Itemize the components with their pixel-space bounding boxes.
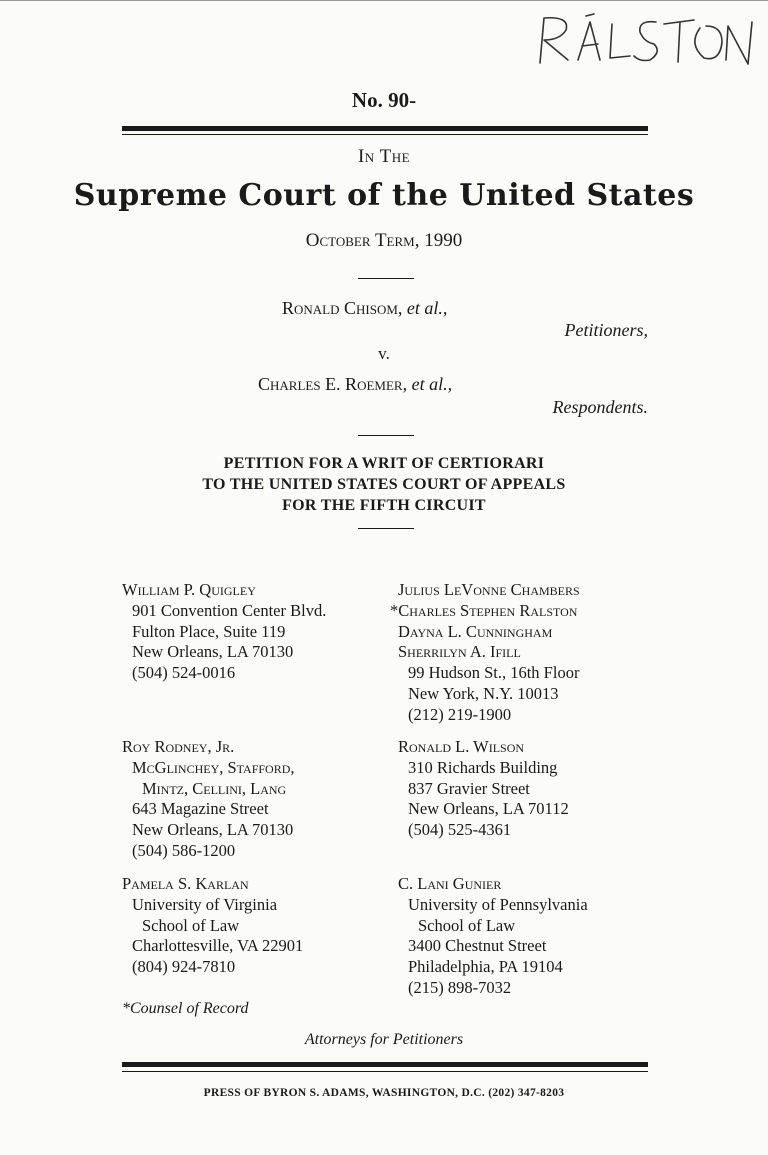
counsel-firm-line: Mintz, Cellini, Lang (142, 778, 287, 798)
counsel-name: Julius LeVonne Chambers (398, 580, 580, 599)
counsel-of-record-note: *Counsel of Record (122, 1000, 249, 1017)
attorneys-for-petitioners: Attorneys for Petitioners (304, 1031, 464, 1048)
counsel-address-line: School of Law (418, 915, 516, 935)
petition-title-line: PETITION FOR A WRIT OF CERTIORARI (223, 455, 545, 472)
footer-rule-thin (122, 1071, 648, 1072)
case-number: No. 90- (351, 88, 417, 112)
counsel-block-rodney (122, 737, 295, 862)
petitioner-line (282, 298, 447, 319)
versus: v. (378, 344, 390, 363)
counsel-address-line: New Orleans, LA 70112 (408, 799, 569, 819)
counsel-phone: (804) 924-7810 (132, 957, 236, 977)
counsel-address-line: 99 Hudson St., 16th Floor (408, 663, 580, 683)
header-rule-thin (122, 134, 648, 135)
counsel-address-line: New Orleans, LA 70130 (132, 642, 294, 662)
respondent-etal: et al., (411, 374, 453, 394)
counsel-address-line: School of Law (142, 915, 240, 935)
counsel-address-line: New Orleans, LA 70130 (132, 820, 294, 840)
court-intro: In The (357, 146, 411, 167)
respondent-line (258, 374, 452, 395)
respondent-name: Charles E. Roemer, (258, 374, 408, 394)
petitioner-role: Petitioners, (564, 320, 648, 340)
counsel-address-line: University of Pennsylvania (408, 894, 588, 914)
counsel-name: C. Lani Gunier (398, 874, 502, 893)
divider-short (358, 278, 414, 279)
counsel-name: Pamela S. Karlan (122, 874, 249, 893)
counsel-block-chambers (390, 580, 580, 726)
footer-rule-thick (122, 1062, 648, 1067)
petition-title-line: FOR THE FIFTH CIRCUIT (282, 497, 486, 514)
divider-short (358, 435, 414, 436)
petition-title (0, 453, 768, 516)
counsel-phone: (504) 525-4361 (408, 820, 512, 840)
counsel-block-wilson (398, 737, 569, 841)
counsel-phone: (504) 586-1200 (132, 840, 236, 860)
counsel-address-line: 3400 Chestnut Street (408, 936, 547, 956)
counsel-phone: (504) 524-0016 (132, 663, 236, 683)
counsel-block-quigley (122, 580, 326, 684)
counsel-address-line: Charlottesville, VA 22901 (132, 936, 304, 956)
counsel-name: William P. Quigley (122, 580, 256, 599)
page-top-edge (0, 0, 768, 1)
counsel-block-karlan (122, 874, 303, 978)
counsel-name: Sherrilyn A. Ifill (398, 642, 521, 662)
counsel-address-line: 837 Gravier Street (408, 778, 530, 798)
court-term: October Term, 1990 (305, 230, 463, 251)
header-rule-thick (122, 126, 648, 131)
petition-title-line: TO THE UNITED STATES COURT OF APPEALS (202, 476, 566, 493)
counsel-name: Roy Rodney, Jr. (122, 737, 235, 756)
press-imprint: PRESS OF BYRON S. ADAMS, WASHINGTON, D.C. (202) 347-8203 (203, 1087, 565, 1099)
respondent-role: Respondents. (552, 397, 648, 417)
petitioner-name: Ronald Chisom, (282, 298, 403, 318)
handwritten-ralston-signature (530, 8, 760, 74)
counsel-address-line: University of Virginia (132, 894, 278, 914)
petitioner-etal: et al., (406, 298, 448, 318)
counsel-name: Ronald L. Wilson (398, 737, 525, 756)
counsel-address-line: 901 Convention Center Blvd. (132, 600, 327, 620)
court-name: Supreme Court of the United States (73, 178, 695, 213)
counsel-address-line: 643 Magazine Street (132, 799, 269, 819)
counsel-name-of-record: *Charles Stephen Ralston (390, 600, 578, 620)
counsel-address-line: Philadelphia, PA 19104 (408, 957, 563, 977)
counsel-address-line: Fulton Place, Suite 119 (132, 621, 286, 641)
counsel-phone: (215) 898-7032 (408, 977, 512, 997)
counsel-address-line: New York, N.Y. 10013 (408, 683, 559, 703)
counsel-phone: (212) 219-1900 (408, 704, 512, 724)
counsel-address-line: 310 Richards Building (408, 757, 558, 777)
divider-short (358, 528, 414, 529)
counsel-block-gunier (398, 874, 588, 999)
counsel-firm-line: McGlinchey, Stafford, (132, 757, 295, 777)
counsel-name: Dayna L. Cunningham (398, 621, 553, 641)
